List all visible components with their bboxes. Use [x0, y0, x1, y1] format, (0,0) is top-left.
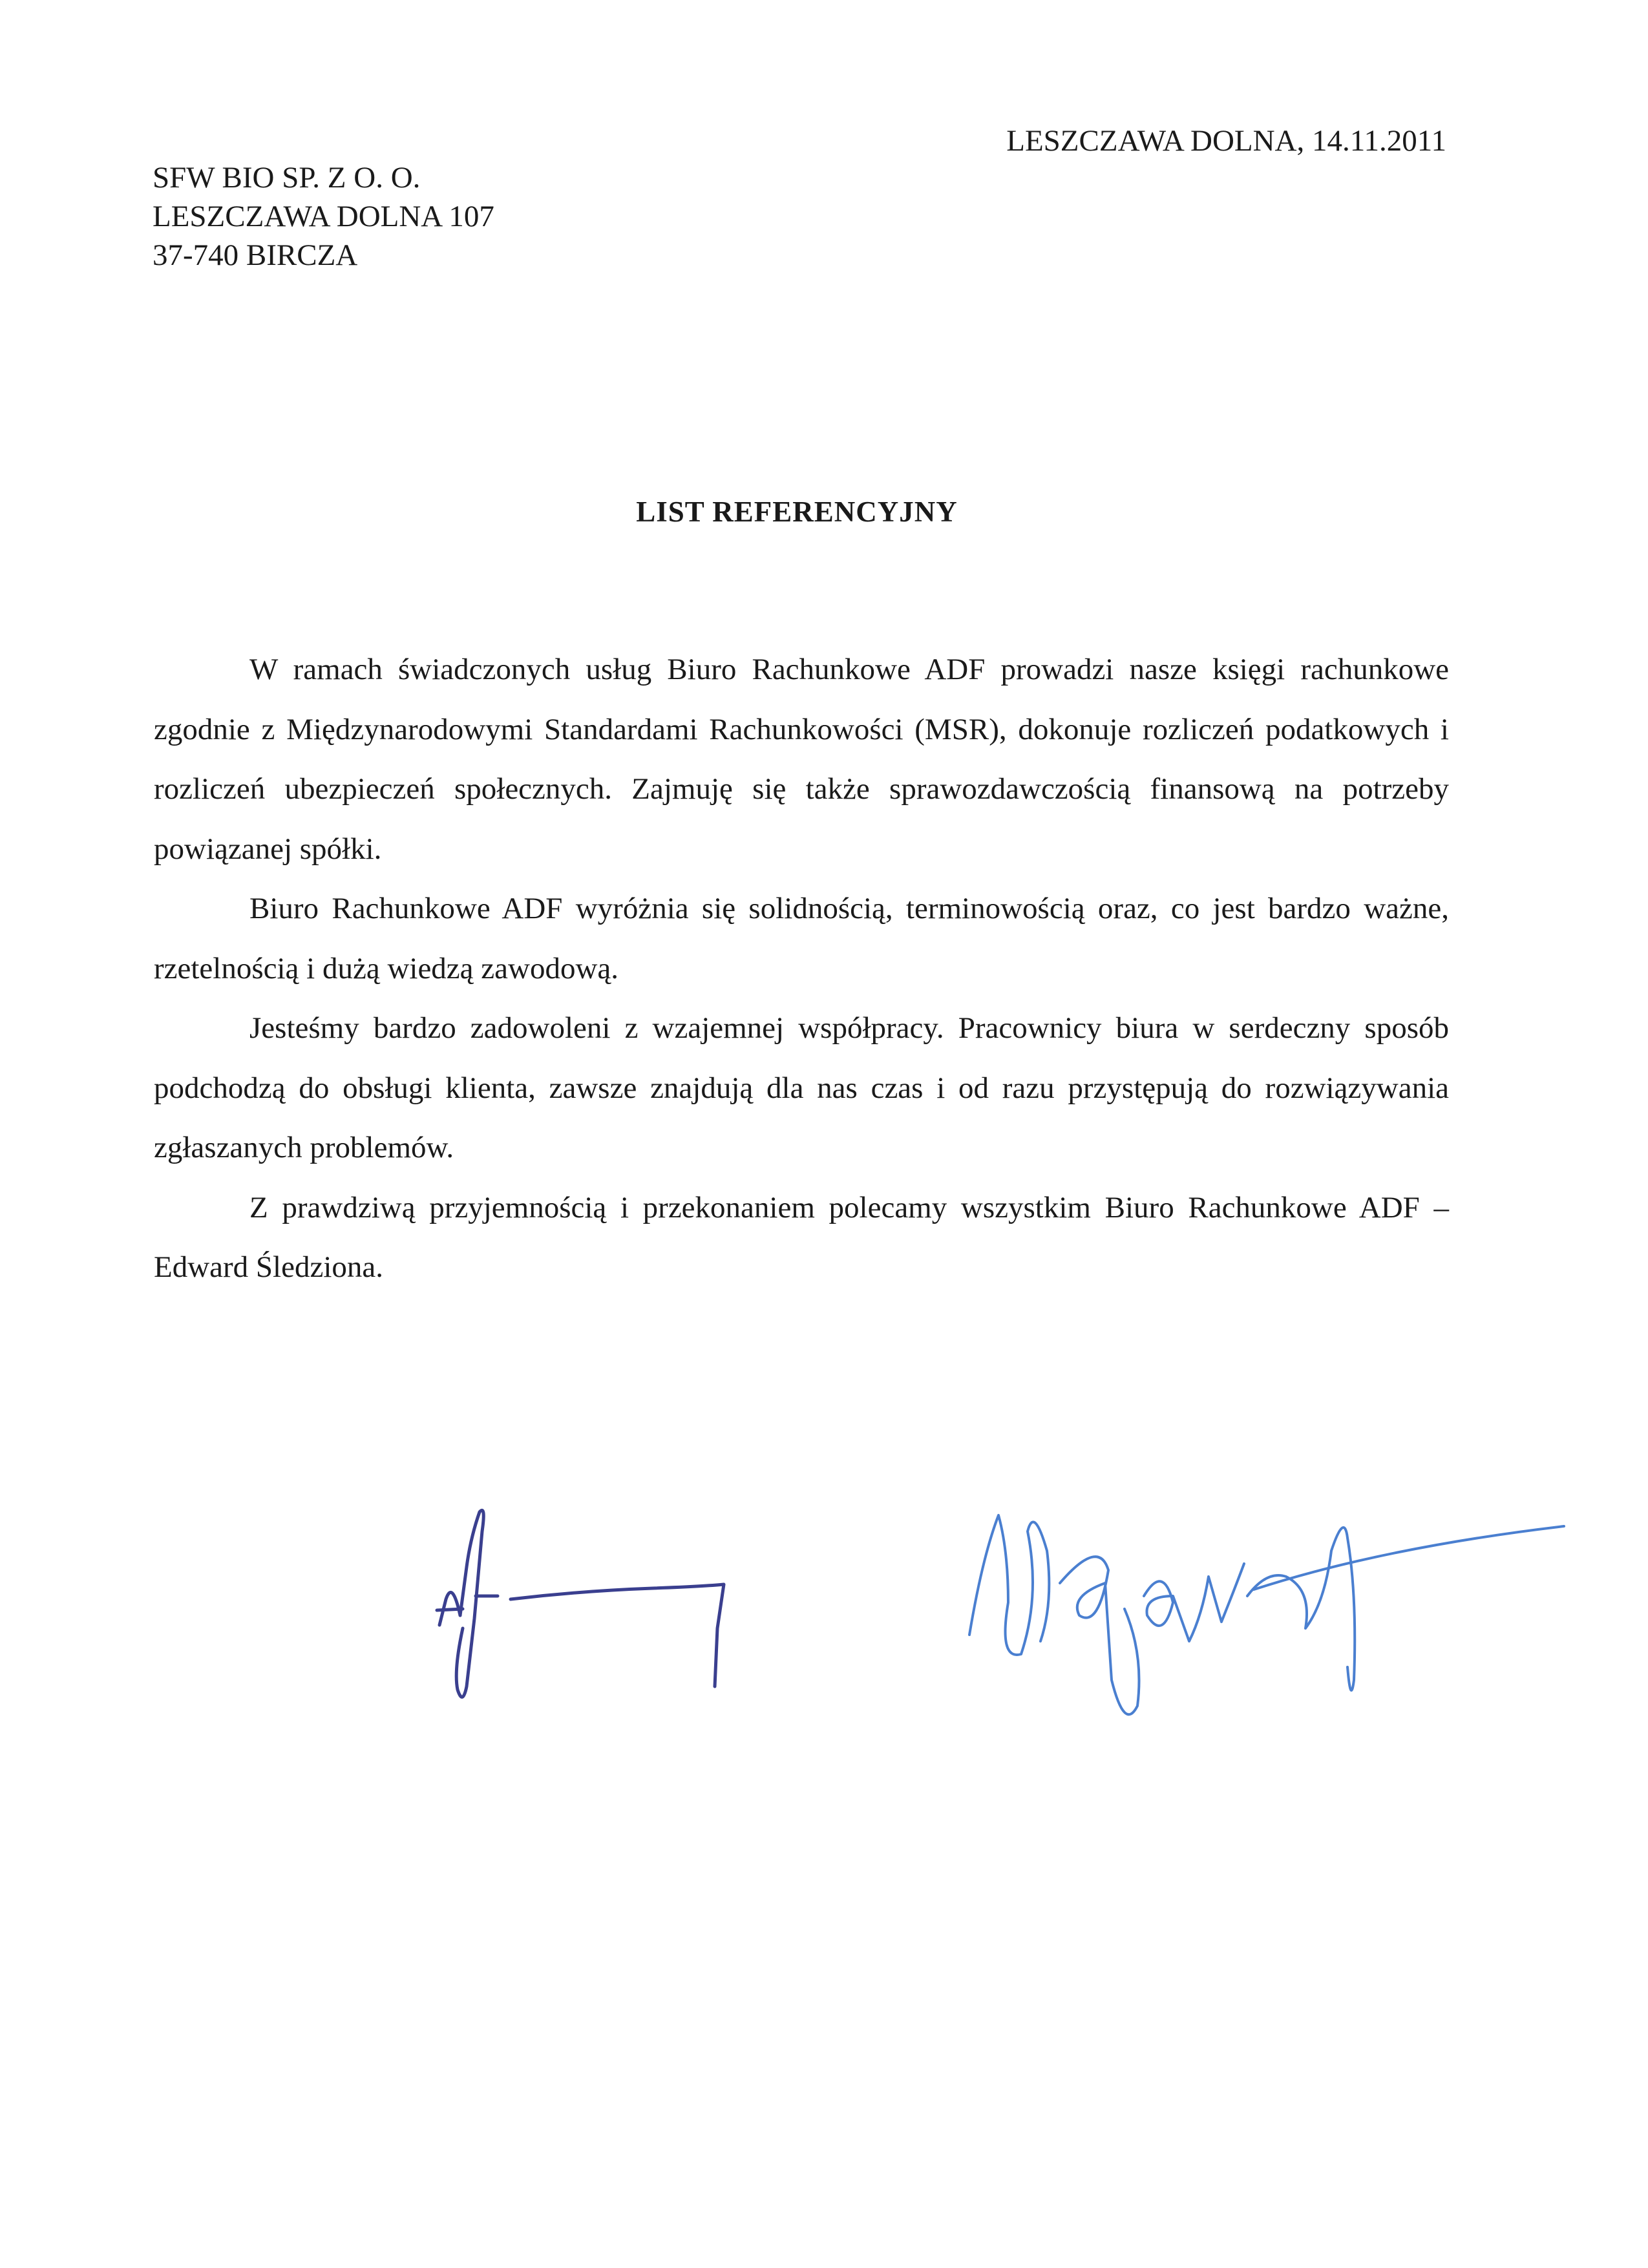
paragraph-recommendation: Z prawdziwą przyjemnością i przekonaniem polecamy wszystkim Biuro Rachunkowe ADF – Edward Śledziona.: [154, 1190, 1449, 1284]
paragraph-services: W ramach świadczonych usług Biuro Rachunkowe ADF prowadzi nasze księgi rachunkowe zgodnie z Międzynarodowymi Standardami Rachunkowości (MSR), dokonuje rozliczeń podatkowych i rozliczeń ubezpieczeń społecznych. Zajmuję się także sprawozdawczością finansową na potrzeby powiązanej spółki.: [154, 653, 1449, 866]
paragraph-qualities: Biuro Rachunkowe ADF wyróżnia się solidnością, terminowością oraz, co jest bardzo ważne, rzetelnością i dużą wiedzą zawodową.: [154, 892, 1449, 985]
letter-body: [154, 640, 1449, 1297]
sender-city: 37-740 BIRCZA: [153, 238, 358, 272]
signature-right: [969, 1515, 1564, 1714]
sender-address: [153, 158, 494, 275]
sender-name: SFW BIO SP. Z O. O.: [153, 161, 421, 194]
letter-title: LIST REFERENCYJNY: [636, 496, 958, 528]
sender-street: LESZCZAWA DOLNA 107: [153, 200, 494, 233]
paragraph-cooperation: Jesteśmy bardzo zadowoleni z wzajemnej współpracy. Pracownicy biura w serdeczny sposób podchodzą do obsługi klienta, zawsze znajdują dla nas czas i od razu przystępują do rozwiązywania zgłaszanych problemów.: [154, 1011, 1449, 1164]
date-line: LESZCZAWA DOLNA, 14.11.2011: [1006, 124, 1446, 158]
signature-left: [437, 1510, 724, 1697]
